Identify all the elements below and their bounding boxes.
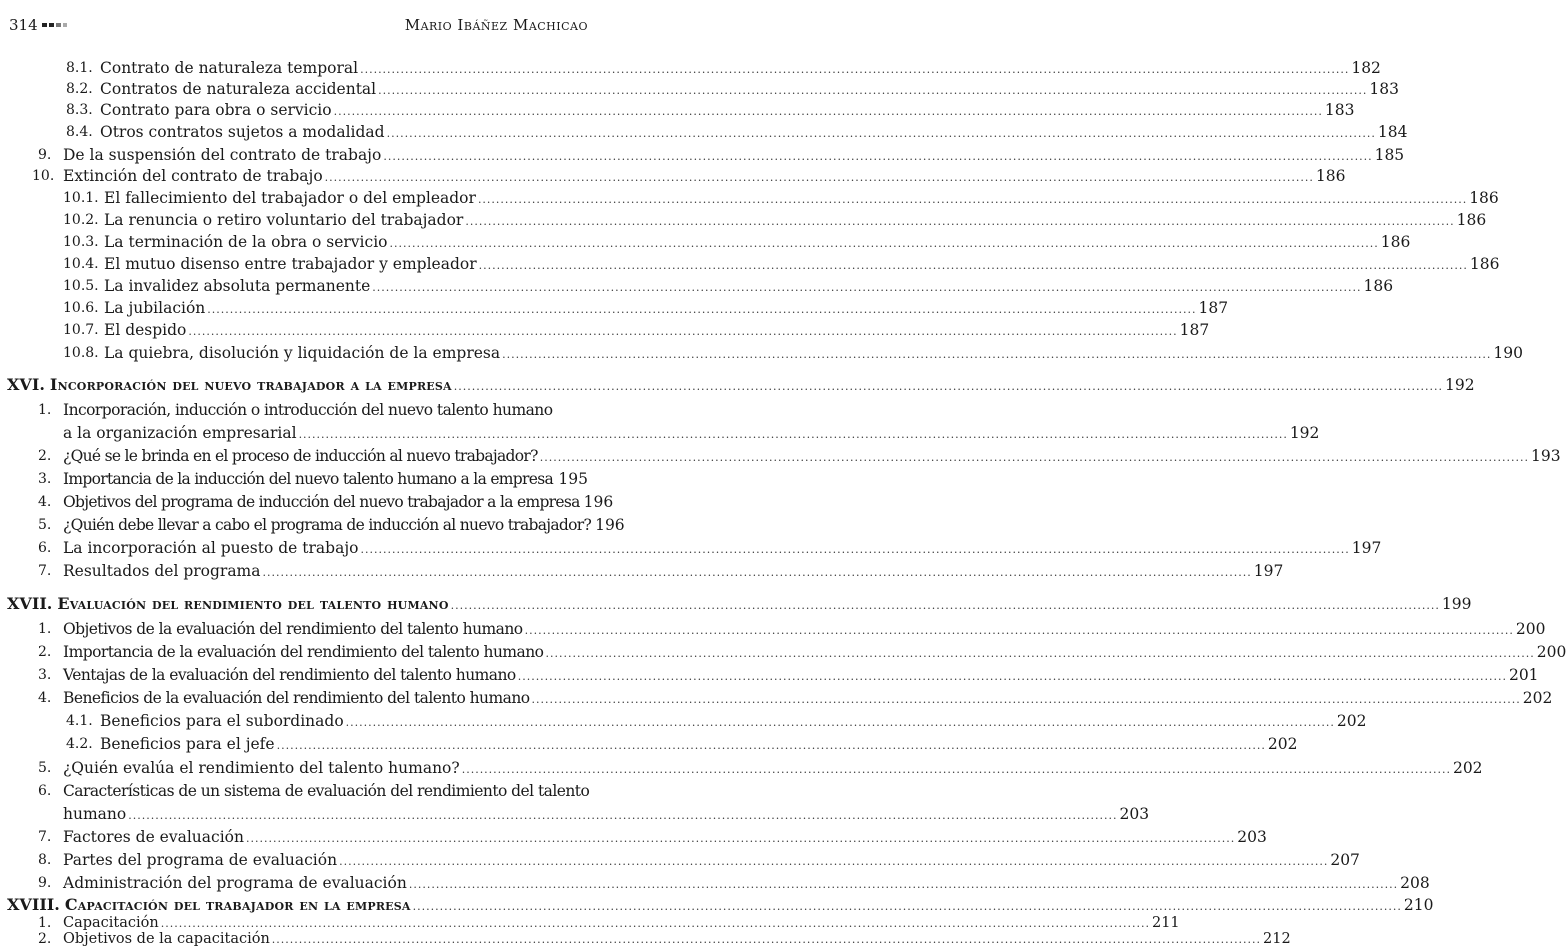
entry-title: La renuncia o retiro voluntario del trabajador <box>104 211 464 229</box>
entry-page: 193 <box>1530 447 1561 465</box>
entry-title: Extinción del contrato de trabajo <box>63 167 323 185</box>
entry-number: 10.8. <box>63 345 99 361</box>
page-ornament-icon <box>42 23 67 27</box>
leader-dots <box>451 594 1440 616</box>
leader-dots <box>339 850 1328 872</box>
leader-dots <box>325 166 1314 188</box>
entry-title: Factores de evaluación <box>63 828 244 846</box>
chapter-title: Evaluación del rendimiento del talento humano <box>57 594 449 613</box>
entry-title: humano <box>63 805 127 823</box>
entry-title: El mutuo disenso entre trabajador y empleador <box>104 255 477 273</box>
entry-title: Beneficios para el subordinado <box>100 712 344 730</box>
entry-page: 183 <box>1369 80 1399 98</box>
entry-number: 6. <box>38 540 52 556</box>
entry-number: 4.1. <box>66 713 93 729</box>
leader-dots <box>263 561 1252 583</box>
chapter-number: XVII. <box>7 594 53 613</box>
leader-dots <box>188 320 1177 342</box>
entry-number: 2. <box>38 644 52 660</box>
entry-page: 186 <box>1469 255 1500 273</box>
entry-title: Contratos de naturaleza accidental <box>100 80 377 98</box>
entry-page: 192 <box>1445 376 1475 394</box>
entry-number: 4. <box>38 494 52 510</box>
entry-title: Objetivos del programa de inducción del nuevo trabajador a la empresa <box>63 493 580 511</box>
entry-page: 207 <box>1330 851 1360 869</box>
entry-number: 4. <box>38 690 52 706</box>
entry-page: 203 <box>1237 828 1267 846</box>
entry-number: 5. <box>38 760 52 776</box>
leader-dots <box>272 931 1261 948</box>
leader-dots <box>479 254 1468 276</box>
entry-number: 1. <box>38 402 52 418</box>
entry-title: Contrato de naturaleza temporal <box>100 59 359 77</box>
leader-dots <box>346 711 1335 733</box>
entry-page: 197 <box>1253 562 1284 580</box>
leader-dots <box>409 873 1398 895</box>
entry-page: 197 <box>1351 539 1382 557</box>
leader-dots <box>454 375 1443 397</box>
entry-title: ¿Quién debe llevar a cabo el programa de inducción al nuevo trabajador? <box>63 516 592 534</box>
entry-page: 196 <box>595 516 625 534</box>
entry-page: 212 <box>1263 931 1291 947</box>
entry-number: 1. <box>38 621 52 637</box>
entry-page: 211 <box>1151 915 1180 931</box>
leader-dots <box>525 619 1514 641</box>
entry-title: Ventajas de la evaluación del rendimiento del talento humano <box>63 666 516 684</box>
entry-title: La invalidez absoluta permanente <box>104 277 371 295</box>
leader-dots <box>360 58 1349 80</box>
leader-dots <box>378 79 1367 101</box>
entry-number: 8.4. <box>66 124 93 140</box>
entry-page: 183 <box>1324 101 1355 119</box>
entry-title: Otros contratos sujetos a modalidad <box>100 123 385 141</box>
leader-dots <box>532 688 1521 710</box>
entry-page: 186 <box>1363 277 1394 295</box>
entry-page: 199 <box>1441 595 1472 613</box>
entry-number: 8.3. <box>66 102 93 118</box>
entry-number: 10.6. <box>63 300 99 316</box>
leader-dots <box>360 538 1349 560</box>
entry-page: 202 <box>1267 735 1298 753</box>
leader-dots <box>555 469 556 491</box>
entry-title: Administración del programa de evaluación <box>63 874 407 892</box>
entry-page: 182 <box>1351 59 1381 77</box>
entry-number: 3. <box>38 667 52 683</box>
running-author: Mario Ibáñez Machicao <box>404 16 588 34</box>
entry-page: 186 <box>1469 189 1499 207</box>
entry-title: Capacitación <box>63 915 159 931</box>
entry-page: 200 <box>1515 620 1546 638</box>
entry-title: Objetivos de la capacitación <box>63 931 270 947</box>
entry-page: 190 <box>1493 344 1523 362</box>
leader-dots <box>372 276 1361 298</box>
leader-dots <box>207 298 1196 320</box>
entry-title: Incorporación, inducción o introducción del nuevo talento humano <box>63 401 553 419</box>
entry-title: El fallecimiento del trabajador o del empleador <box>104 189 476 207</box>
entry-number: 3. <box>38 471 52 487</box>
entry-title: La quiebra, disolución y liquidación de la empresa <box>104 344 501 362</box>
entry-number: 7. <box>38 829 52 845</box>
entry-title: La terminación de la obra o servicio <box>104 233 388 251</box>
entry-page: 202 <box>1522 689 1553 707</box>
leader-dots <box>518 665 1507 687</box>
leader-dots <box>502 343 1491 365</box>
running-header <box>9 16 588 36</box>
entry-number: 9. <box>38 875 52 891</box>
entry-title: Beneficios de la evaluación del rendimiento del talento humano <box>63 689 530 707</box>
entry-title: Objetivos de la evaluación del rendimiento del talento humano <box>63 620 523 638</box>
entry-title: Características de un sistema de evaluación del rendimiento del talento <box>63 782 590 800</box>
entry-page: 202 <box>1452 759 1483 777</box>
entry-title: Contrato para obra o servicio <box>100 101 332 119</box>
entry-page: 186 <box>1456 211 1487 229</box>
entry-number: 10.2. <box>63 212 99 228</box>
entry-number: 4.2. <box>66 736 93 752</box>
entry-title: a la organización empresarial <box>63 424 297 442</box>
entry-number: 10.1. <box>63 190 99 206</box>
entry-page: 187 <box>1198 299 1229 317</box>
leader-dots <box>299 423 1288 445</box>
entry-title: Resultados del programa <box>63 562 261 580</box>
entry-page: 186 <box>1315 167 1346 185</box>
entry-page: 200 <box>1536 643 1566 661</box>
entry-page: 210 <box>1403 896 1434 914</box>
entry-number: 10.3. <box>63 234 99 250</box>
entry-title: Importancia de la evaluación del rendimiento del talento humano <box>63 643 544 661</box>
leader-dots <box>540 446 1529 468</box>
leader-dots <box>478 188 1467 210</box>
leader-dots <box>334 100 1323 122</box>
entry-title: La incorporación al puesto de trabajo <box>63 539 359 557</box>
leader-dots <box>161 915 1150 932</box>
entry-number: 8. <box>38 852 52 868</box>
entry-page: 184 <box>1377 123 1408 141</box>
entry-page: 208 <box>1400 874 1430 892</box>
entry-number: 8.2. <box>66 81 93 97</box>
leader-dots <box>383 145 1372 167</box>
chapter-number: XVI. <box>7 375 45 394</box>
leader-dots <box>128 804 1117 826</box>
entry-title: ¿Quién evalúa el rendimiento del talento humano? <box>63 759 460 777</box>
entry-number: 9. <box>38 147 52 163</box>
entry-page: 202 <box>1336 712 1367 730</box>
entry-number: 10.7. <box>63 322 99 338</box>
entry-title: ¿Qué se le brinda en el proceso de inducción al nuevo trabajador? <box>63 447 538 465</box>
entry-page: 185 <box>1374 146 1405 164</box>
entry-title: Importancia de la inducción del nuevo talento humano a la empresa <box>63 470 554 488</box>
leader-dots <box>277 734 1266 756</box>
entry-title: El despido <box>104 321 187 339</box>
entry-page: 195 <box>558 470 588 488</box>
leader-dots <box>413 897 1402 915</box>
entry-number: 2. <box>38 448 52 464</box>
entry-number: 10.4. <box>63 256 99 272</box>
chapter-title: Incorporación del nuevo trabajador a la empresa <box>49 375 452 394</box>
leader-dots <box>462 758 1451 780</box>
entry-number: 7. <box>38 563 52 579</box>
entry-number: 8.1. <box>66 60 93 76</box>
entry-number: 2. <box>38 931 52 947</box>
entry-title: Beneficios para el jefe <box>100 735 275 753</box>
entry-page: 201 <box>1508 666 1539 684</box>
leader-dots <box>390 232 1379 254</box>
leader-dots <box>246 827 1235 849</box>
entry-title: La jubilación <box>104 299 206 317</box>
entry-number: 6. <box>38 783 52 799</box>
entry-page: 192 <box>1289 424 1320 442</box>
page-number: 314 <box>9 16 38 34</box>
entry-number: 10.5. <box>63 278 99 294</box>
leader-dots <box>545 642 1534 664</box>
leader-dots <box>465 210 1454 232</box>
chapter-number: XVIII. <box>7 895 60 914</box>
entry-page: 203 <box>1119 805 1150 823</box>
entry-number: 1. <box>38 915 52 931</box>
entry-page: 187 <box>1179 321 1210 339</box>
chapter-title: Capacitación del trabajador en la empresa <box>64 895 411 914</box>
entry-page: 196 <box>583 493 614 511</box>
entry-title: Partes del programa de evaluación <box>63 851 338 869</box>
entry-number: 5. <box>38 517 52 533</box>
entry-title: De la suspensión del contrato de trabajo <box>63 146 382 164</box>
entry-number: 10. <box>32 168 55 184</box>
leader-dots <box>387 122 1376 144</box>
entry-page: 186 <box>1380 233 1411 251</box>
